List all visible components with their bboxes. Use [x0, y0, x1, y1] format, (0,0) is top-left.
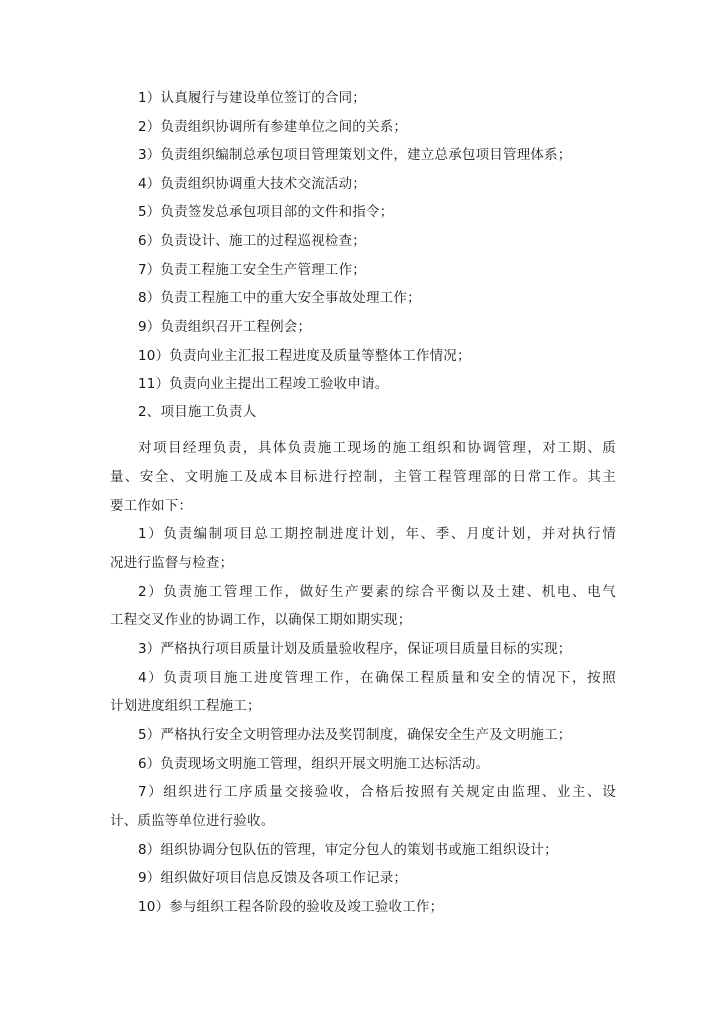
- text-line: 10）参与组织工程各阶段的验收及竣工验收工作；: [138, 899, 444, 915]
- section-heading: 2、项目施工负责人: [138, 404, 257, 420]
- text-line: 3）严格执行项目质量计划及质量验收程序，保证项目质量目标的实现；: [138, 641, 572, 657]
- text-line: 7）组织进行工序质量交接验收，合格后按照有关规定由监理、业主、设: [138, 784, 616, 800]
- text-line: 4）负责项目施工进度管理工作，在确保工程质量和安全的情况下，按照: [138, 670, 616, 686]
- paragraph-line: 对项目经理负责，具体负责施工现场的施工组织和协调管理，对工期、质: [138, 440, 616, 456]
- text-line: 3）负责组织编制总承包项目管理策划文件，建立总承包项目管理体系；: [138, 147, 572, 163]
- text-line: 5）负责签发总承包项目部的文件和指令；: [138, 204, 394, 220]
- text-line: 10）负责向业主汇报工程进度及质量等整体工作情况；: [138, 348, 471, 364]
- text-line: 计划进度组织工程施工；: [110, 698, 261, 714]
- text-line: 7）负责工程施工安全生产管理工作；: [138, 262, 366, 278]
- text-line: 6）负责现场文明施工管理，组织开展文明施工达标活动。: [138, 756, 490, 772]
- paragraph-line: 要工作如下：: [110, 498, 193, 514]
- text-line: 1）负责编制项目总工期控制进度计划，年、季、月度计划，并对执行情: [138, 526, 616, 542]
- text-line: 2）负责施工管理工作，做好生产要素的综合平衡以及土建、机电、电气: [138, 584, 616, 600]
- text-line: 况进行监督与检查；: [110, 555, 234, 571]
- paragraph-line: 量、安全、文明施工及成本目标进行控制，主管工程管理部的日常工作。其主: [110, 469, 616, 485]
- text-line: 5）严格执行安全文明管理办法及奖罚制度，确保安全生产及文明施工；: [138, 727, 572, 743]
- text-line: 8）负责工程施工中的重大安全事故处理工作；: [138, 290, 421, 306]
- text-line: 2）负责组织协调所有参建单位之间的关系；: [138, 119, 408, 135]
- text-line: 计、质监等单位进行验收。: [110, 813, 275, 829]
- text-line: 4）负责组织协调重大技术交流活动；: [138, 176, 366, 192]
- text-line: 9）组织做好项目信息反馈及各项工作记录；: [138, 870, 408, 886]
- text-line: 1）认真履行与建设单位签订的合同；: [138, 90, 366, 106]
- text-line: 9）负责组织召开工程例会；: [138, 319, 312, 335]
- text-line: 8）组织协调分包队伍的管理，审定分包人的策划书或施工组织设计；: [138, 842, 558, 858]
- text-line: 6）负责设计、施工的过程巡视检查；: [138, 233, 366, 249]
- text-line: 工程交叉作业的协调工作，以确保工期如期实现；: [110, 612, 412, 628]
- text-line: 11）负责向业主提出工程竣工验收申请。: [138, 376, 389, 392]
